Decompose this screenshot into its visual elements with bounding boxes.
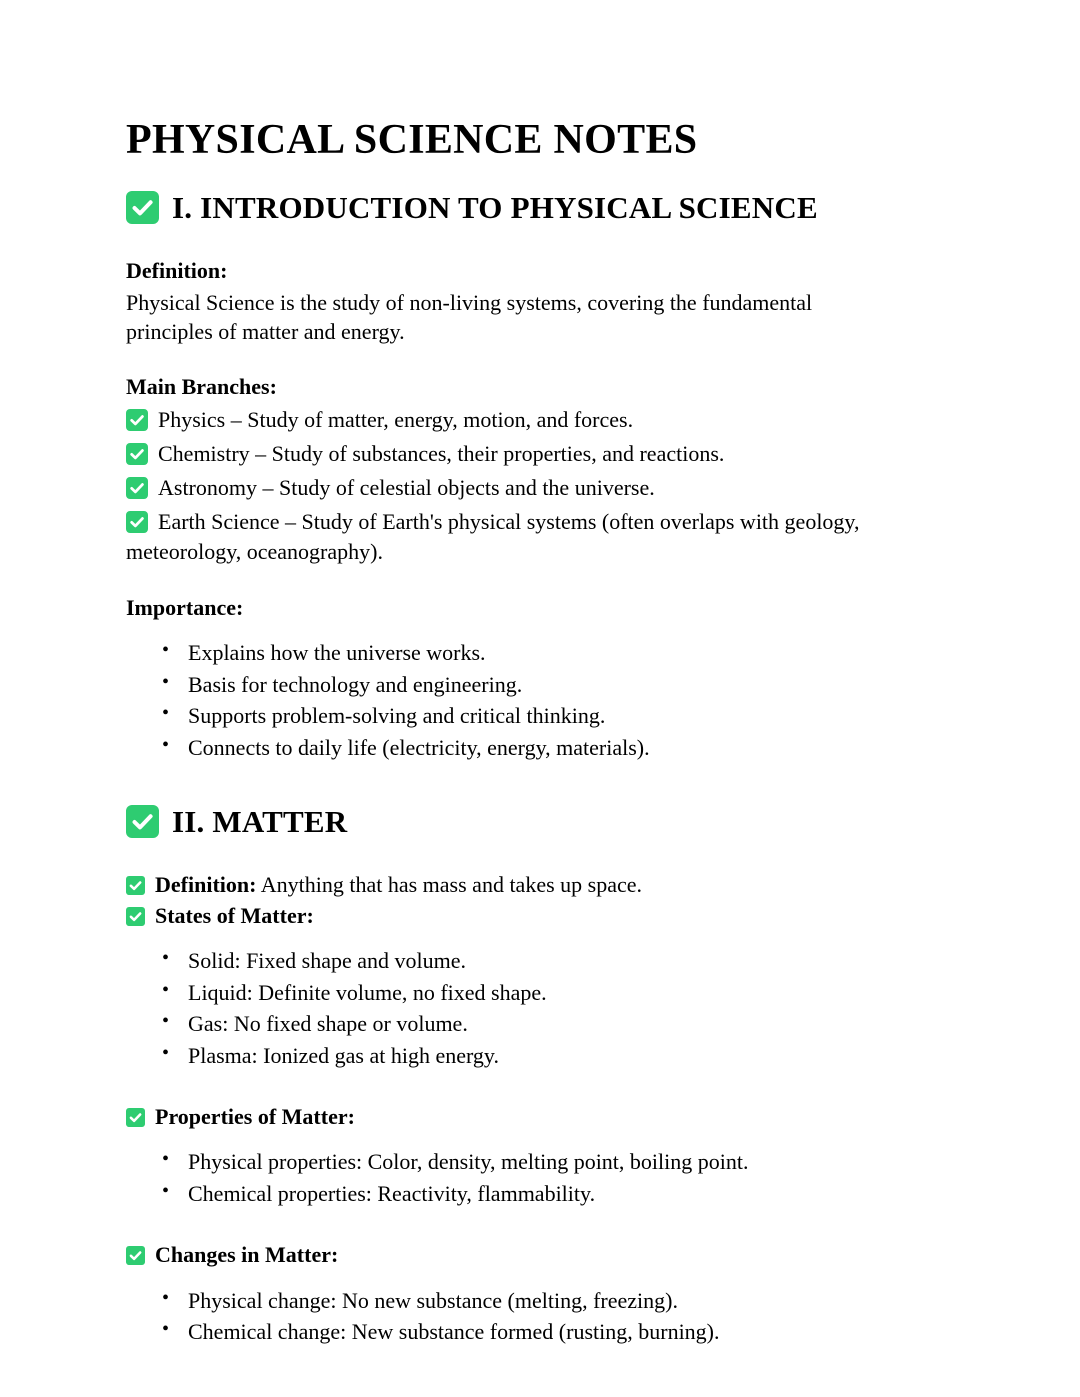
importance-block [126, 593, 900, 762]
list-item: • Supports problem-solving and critical thinking. [188, 701, 900, 730]
states-of-matter-list [126, 946, 900, 1070]
check-box-icon [126, 805, 159, 838]
changes-in-matter-list [126, 1286, 900, 1347]
branch-item [126, 439, 900, 468]
check-box-icon [126, 409, 148, 431]
branch-item-label: Earth Science – Study of Earth's physical systems (often overlaps with geology, meteorology, oceanography). [126, 509, 860, 564]
branch-item-label: Astronomy – Study of celestial objects and the universe. [158, 475, 655, 501]
check-box-icon [126, 191, 159, 224]
list-item: • Physical change: No new substance (melting, freezing). [188, 1286, 900, 1315]
list-item: • Liquid: Definite volume, no fixed shape. [188, 978, 900, 1007]
check-box-icon [126, 477, 148, 499]
main-branches-block [126, 372, 900, 566]
list-item: • Physical properties: Color, density, melting point, boiling point. [188, 1147, 900, 1176]
states-of-matter-line [126, 901, 900, 930]
branch-item [126, 507, 900, 566]
definition-label: Definition: [126, 257, 228, 283]
matter-definition-text: Anything that has mass and takes up space. [260, 871, 643, 897]
importance-list [126, 638, 900, 762]
section-heading-matter [126, 804, 900, 840]
branch-item [126, 405, 900, 434]
spacer [126, 571, 900, 593]
main-branches-label: Main Branches: [126, 374, 277, 400]
matter-definition-label: Definition: [155, 871, 257, 897]
properties-of-matter-label: Properties of Matter: [155, 1104, 355, 1130]
check-box-icon [126, 1246, 145, 1265]
page-title: PHYSICAL SCIENCE NOTES [126, 117, 698, 163]
list-item: • Basis for technology and engineering. [188, 670, 900, 699]
branch-item-label: Physics – Study of matter, energy, motion, and forces. [158, 406, 634, 432]
definition-block-introduction [126, 256, 900, 347]
properties-of-matter-list [126, 1147, 900, 1208]
section-heading-label: II. MATTER [172, 804, 348, 840]
check-box-icon [126, 876, 145, 895]
list-item: • Solid: Fixed shape and volume. [188, 946, 900, 975]
list-item: • Gas: No fixed shape or volume. [188, 1009, 900, 1038]
list-item: • Plasma: Ionized gas at high energy. [188, 1041, 900, 1070]
properties-of-matter-line [126, 1102, 900, 1131]
matter-definition-line [126, 870, 900, 899]
spacer [126, 1210, 900, 1240]
check-box-icon [126, 907, 145, 926]
states-of-matter-label: States of Matter: [155, 903, 314, 928]
list-item: • Explains how the universe works. [188, 638, 900, 667]
definition-text: Physical Science is the study of non-living systems, covering the fundamental principles of matter and energy. [126, 289, 813, 345]
spacer [126, 1072, 900, 1102]
branch-item-label: Chemistry – Study of substances, their properties, and reactions. [158, 440, 725, 466]
check-box-icon [126, 511, 148, 533]
check-box-icon [126, 1108, 145, 1127]
list-item: • Chemical change: New substance formed (rusting, burning). [188, 1317, 900, 1346]
branch-item [126, 473, 900, 502]
check-box-icon [126, 443, 148, 465]
section-heading-label: I. INTRODUCTION TO PHYSICAL SCIENCE [172, 190, 818, 226]
importance-label: Importance: [126, 594, 244, 620]
changes-in-matter-line [126, 1240, 900, 1269]
section-heading-introduction [126, 190, 900, 226]
list-item: • Connects to daily life (electricity, energy, materials). [188, 733, 900, 762]
changes-in-matter-label: Changes in Matter: [155, 1242, 339, 1268]
list-item: • Chemical properties: Reactivity, flammability. [188, 1179, 900, 1208]
